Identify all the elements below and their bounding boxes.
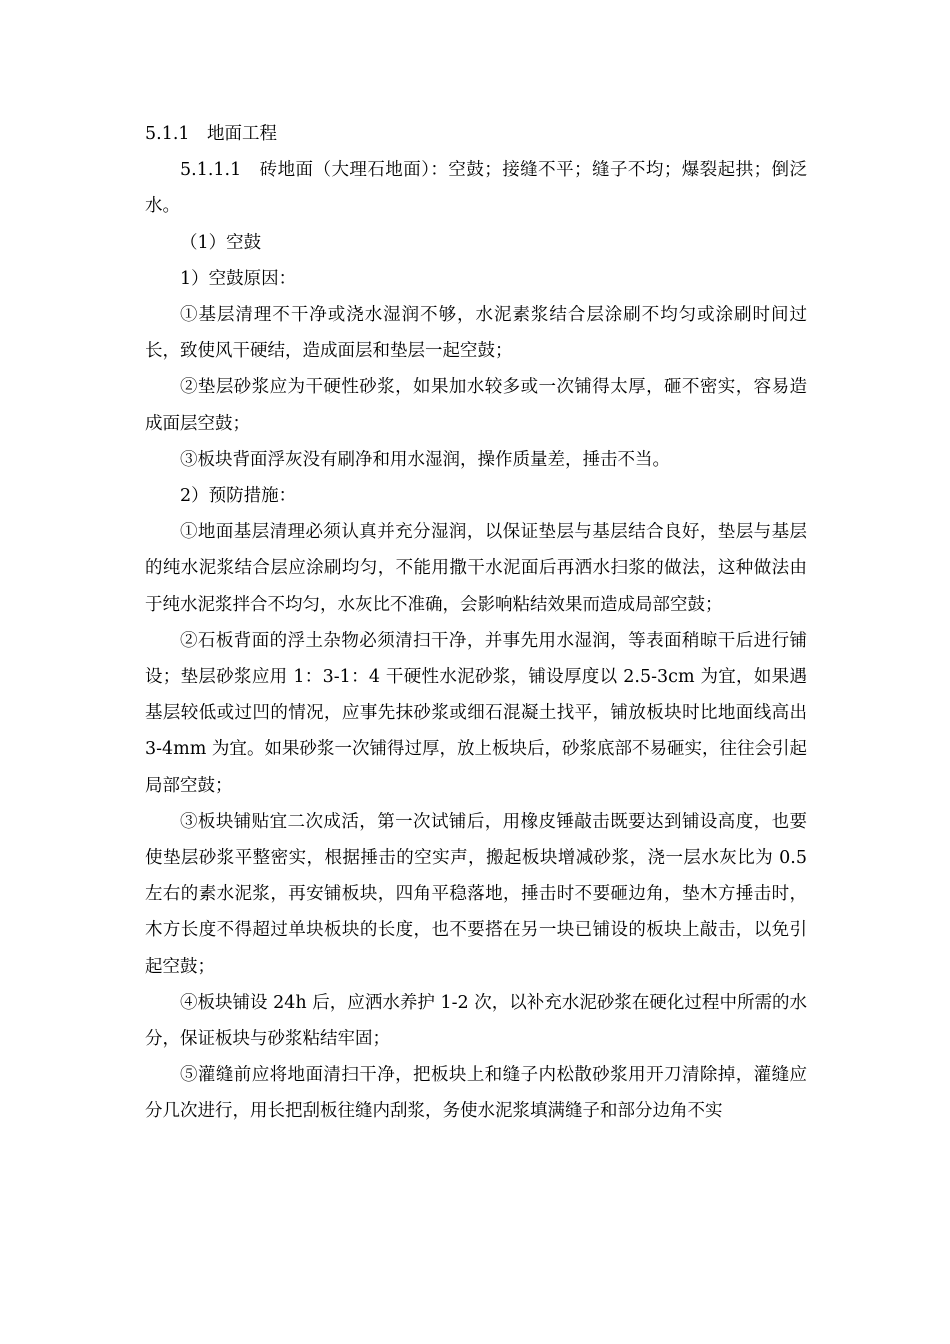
subsection-heading: 5.1.1.1 砖地面（大理石地面）：空鼓；接缝不平；缝子不均；爆裂起拱；倒泛水。 <box>145 160 807 217</box>
causes-heading: 1）空鼓原因： <box>180 268 297 289</box>
cause-paragraph-2: ②垫层砂浆应为干硬性砂浆，如果加水较多或一次铺得太厚，砸不密实，容易造成面层空鼓； <box>145 377 807 434</box>
measure-paragraph-2: ②石板背面的浮土杂物必须清扫干净，并事先用水湿润，等表面稍晾干后进行铺设；垫层砂浆应用 1：3-1：4 干硬性水泥砂浆，铺设厚度以 2.5-3cm 为宜，如果遇基层较低或过凹的情况，应事先抹砂浆或细石混凝土找平，铺放板块时比地面线高出 3-4mm 为宜。如果砂浆一次铺得过厚，放上板块后，砂浆底部不易砸实，往往会引起局部空鼓； <box>145 630 807 796</box>
cause-paragraph-1: ①基层清理不干净或浇水湿润不够，水泥素浆结合层涂刷不均匀或涂刷时间过长，致使风干硬结，造成面层和垫层一起空鼓； <box>145 305 807 362</box>
cause-paragraph-3: ③板块背面浮灰没有刷净和用水湿润，操作质量差，捶击不当。 <box>180 449 670 470</box>
measure-paragraph-1: ①地面基层清理必须认真并充分湿润，以保证垫层与基层结合良好，垫层与基层的纯水泥浆结合层应涂刷均匀，不能用撒干水泥面后再洒水扫浆的做法，这种做法由于纯水泥浆拌合不均匀，水灰比不准确，会影响粘结效果而造成局部空鼓； <box>145 522 807 615</box>
measures-heading: 2）预防措施： <box>180 486 297 507</box>
measure-paragraph-5: ⑤灌缝前应将地面清扫干净，把板块上和缝子内松散砂浆用开刀清除掉，灌缝应分几次进行，用长把刮板往缝内刮浆，务使水泥浆填满缝子和部分边角不实 <box>145 1065 807 1122</box>
measure-paragraph-4: ④板块铺设 24h 后，应洒水养护 1-2 次，以补充水泥砂浆在硬化过程中所需的水分，保证板块与砂浆粘结牢固； <box>145 992 807 1050</box>
measure-paragraph-3: ③板块铺贴宜二次成活，第一次试铺后，用橡皮锤敲击既要达到铺设高度，也要使垫层砂浆平整密实，根据捶击的空实声，搬起板块增减砂浆，浇一层水灰比为 0.5 左右的素水泥浆，再安铺板块，四角平稳落地，捶击时不要砸边角，垫木方捶击时，木方长度不得超过单块板块的长度，也不要搭在另一块已铺设的板块上敲击，以免引起空鼓； <box>145 811 807 977</box>
section-heading: 5.1.1 地面工程 <box>145 124 278 144</box>
item-heading-hollowing: （1）空鼓 <box>180 232 262 253</box>
document-body <box>145 116 807 1130</box>
